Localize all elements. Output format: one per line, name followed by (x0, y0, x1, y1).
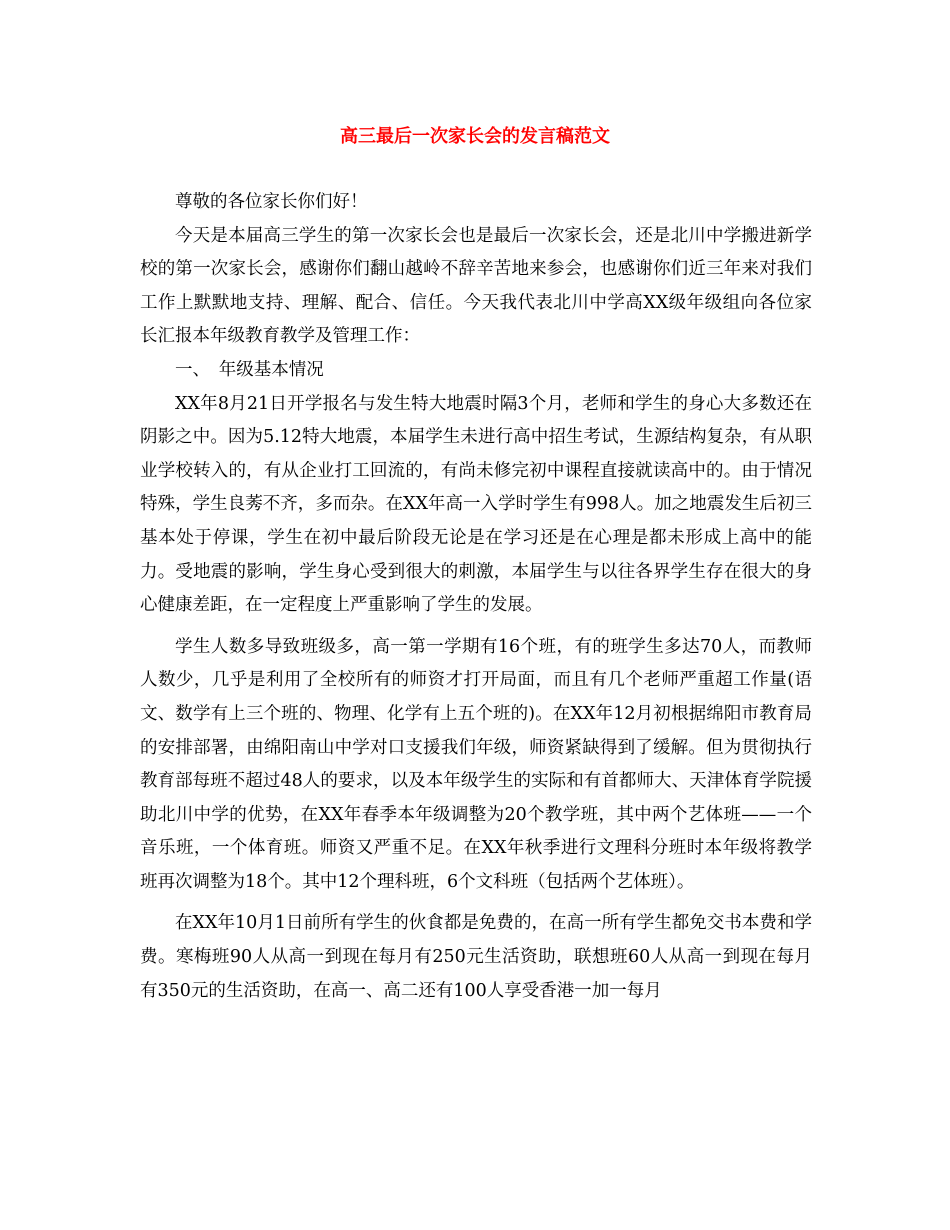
intro-paragraph: 今天是本届高三学生的第一次家长会也是最后一次家长会，还是北川中学搬进新学校的第一次家长会，感谢你们翻山越岭不辞辛苦地来参会，也感谢你们近三年来对我们工作上默默地支持、理解、配合、信任。今天我代表北川中学高XX级年级组向各位家长汇报本年级教育教学及管理工作： (140, 225, 812, 347)
body-paragraph: 学生人数多导致班级多，高一第一学期有16个班，有的班学生多达70人，而教师人数少，几乎是利用了全校所有的师资才打开局面，而且有几个老师严重超工作量(语文、数学有上三个班的、物理、化学有上五个班的)。在XX年12月初根据绵阳市教育局的安排部署，由绵阳南山中学对口支援我们年级，师资紧缺得到了缓解。但为贯彻执行教育部每班不超过48人的要求，以及本年级学生的实际和有首都师大、天津体育学院援助北川中学的优势，在XX年春季本年级调整为20个教学班，其中两个艺体班——一个音乐班，一个体育班。师资又严重不足。在XX年秋季进行文理科分班时本年级将教学班再次调整为18个。其中12个理科班，6个文科班（包括两个艺体班）。 (140, 636, 812, 892)
section-title: 年级基本情况 (218, 359, 324, 380)
body-paragraph: 在XX年10月1日前所有学生的伙食都是免费的，在高一所有学生都免交书本费和学费。寒梅班90人从高一到现在每月有250元生活资助，联想班60人从高一到现在每月有350元的生活资助，在高一、高二还有100人享受香港一加一每月 (140, 913, 812, 1001)
greeting: 尊敬的各位家长你们好！ (175, 192, 368, 212)
section-heading (140, 354, 812, 388)
body-paragraph: XX年8月21日开学报名与发生特大地震时隔3个月，老师和学生的身心大多数还在阴影之中。因为5.12特大地震，本届学生未进行高中招生考试，生源结构复杂，有从职业学校转入的，有从企业打工回流的，有尚未修完初中课程直接就读高中的。由于情况特殊，学生良莠不齐，多而杂。在XX年高一入学时学生有998人。加之地震发生后初三基本处于停课，学生在初中最后阶段无论是在学习还是在心理是都未形成上高中的能力。受地震的影响，学生身心受到很大的刺激，本届学生与以往各界学生存在很大的身心健康差距，在一定程度上严重影响了学生的发展。 (140, 393, 812, 616)
section-number: 一、 (175, 359, 210, 380)
page-title: 高三最后一次家长会的发言稿范文 (340, 126, 610, 147)
document-body (140, 186, 812, 1008)
